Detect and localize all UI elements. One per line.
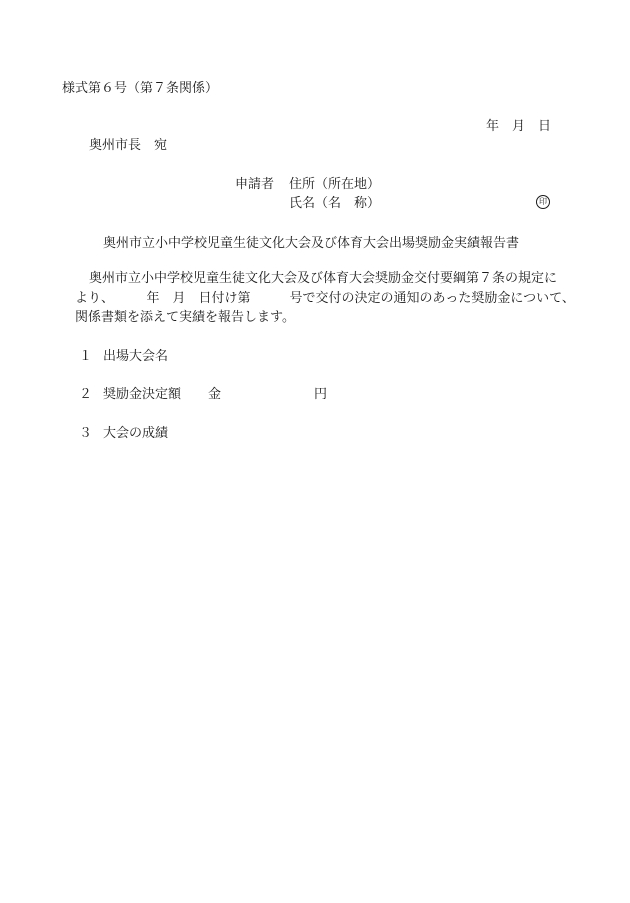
item-label-grant-amount: 奨励金決定額 bbox=[103, 387, 182, 402]
applicant-label: 申請者 bbox=[235, 177, 275, 192]
item-number: １ bbox=[79, 349, 93, 364]
name-label: 氏名（名 称） bbox=[289, 196, 381, 211]
seal-icon: 印 bbox=[536, 195, 550, 209]
item-label-event-name: 出場大会名 bbox=[103, 349, 169, 364]
body-text-line: 関係書類を添えて実績を報告します。 bbox=[75, 310, 295, 325]
date-line: 年 月 日 bbox=[486, 119, 552, 134]
item-number: ２ bbox=[79, 387, 93, 402]
document-title: 奥州市立小中学校児童生徒文化大会及び体育大会出場奨励金実績報告書 bbox=[103, 236, 520, 251]
addressee: 奥州市長 宛 bbox=[89, 138, 168, 153]
item-number: ３ bbox=[79, 426, 93, 441]
form-number: 様式第６号（第７条関係） bbox=[62, 81, 219, 96]
body-text-line: 奥州市立小中学校児童生徒文化大会及び体育大会奨励金交付要綱第７条の規定に bbox=[89, 271, 558, 286]
body-text-line: より、 年 月 日付け第 号で交付の決定の通知のあった奨励金について、 bbox=[75, 291, 575, 306]
amount-prefix: 金 bbox=[208, 387, 222, 402]
item-label-results: 大会の成績 bbox=[103, 426, 169, 441]
amount-unit: 円 bbox=[314, 387, 328, 402]
address-label: 住所（所在地） bbox=[289, 177, 381, 192]
